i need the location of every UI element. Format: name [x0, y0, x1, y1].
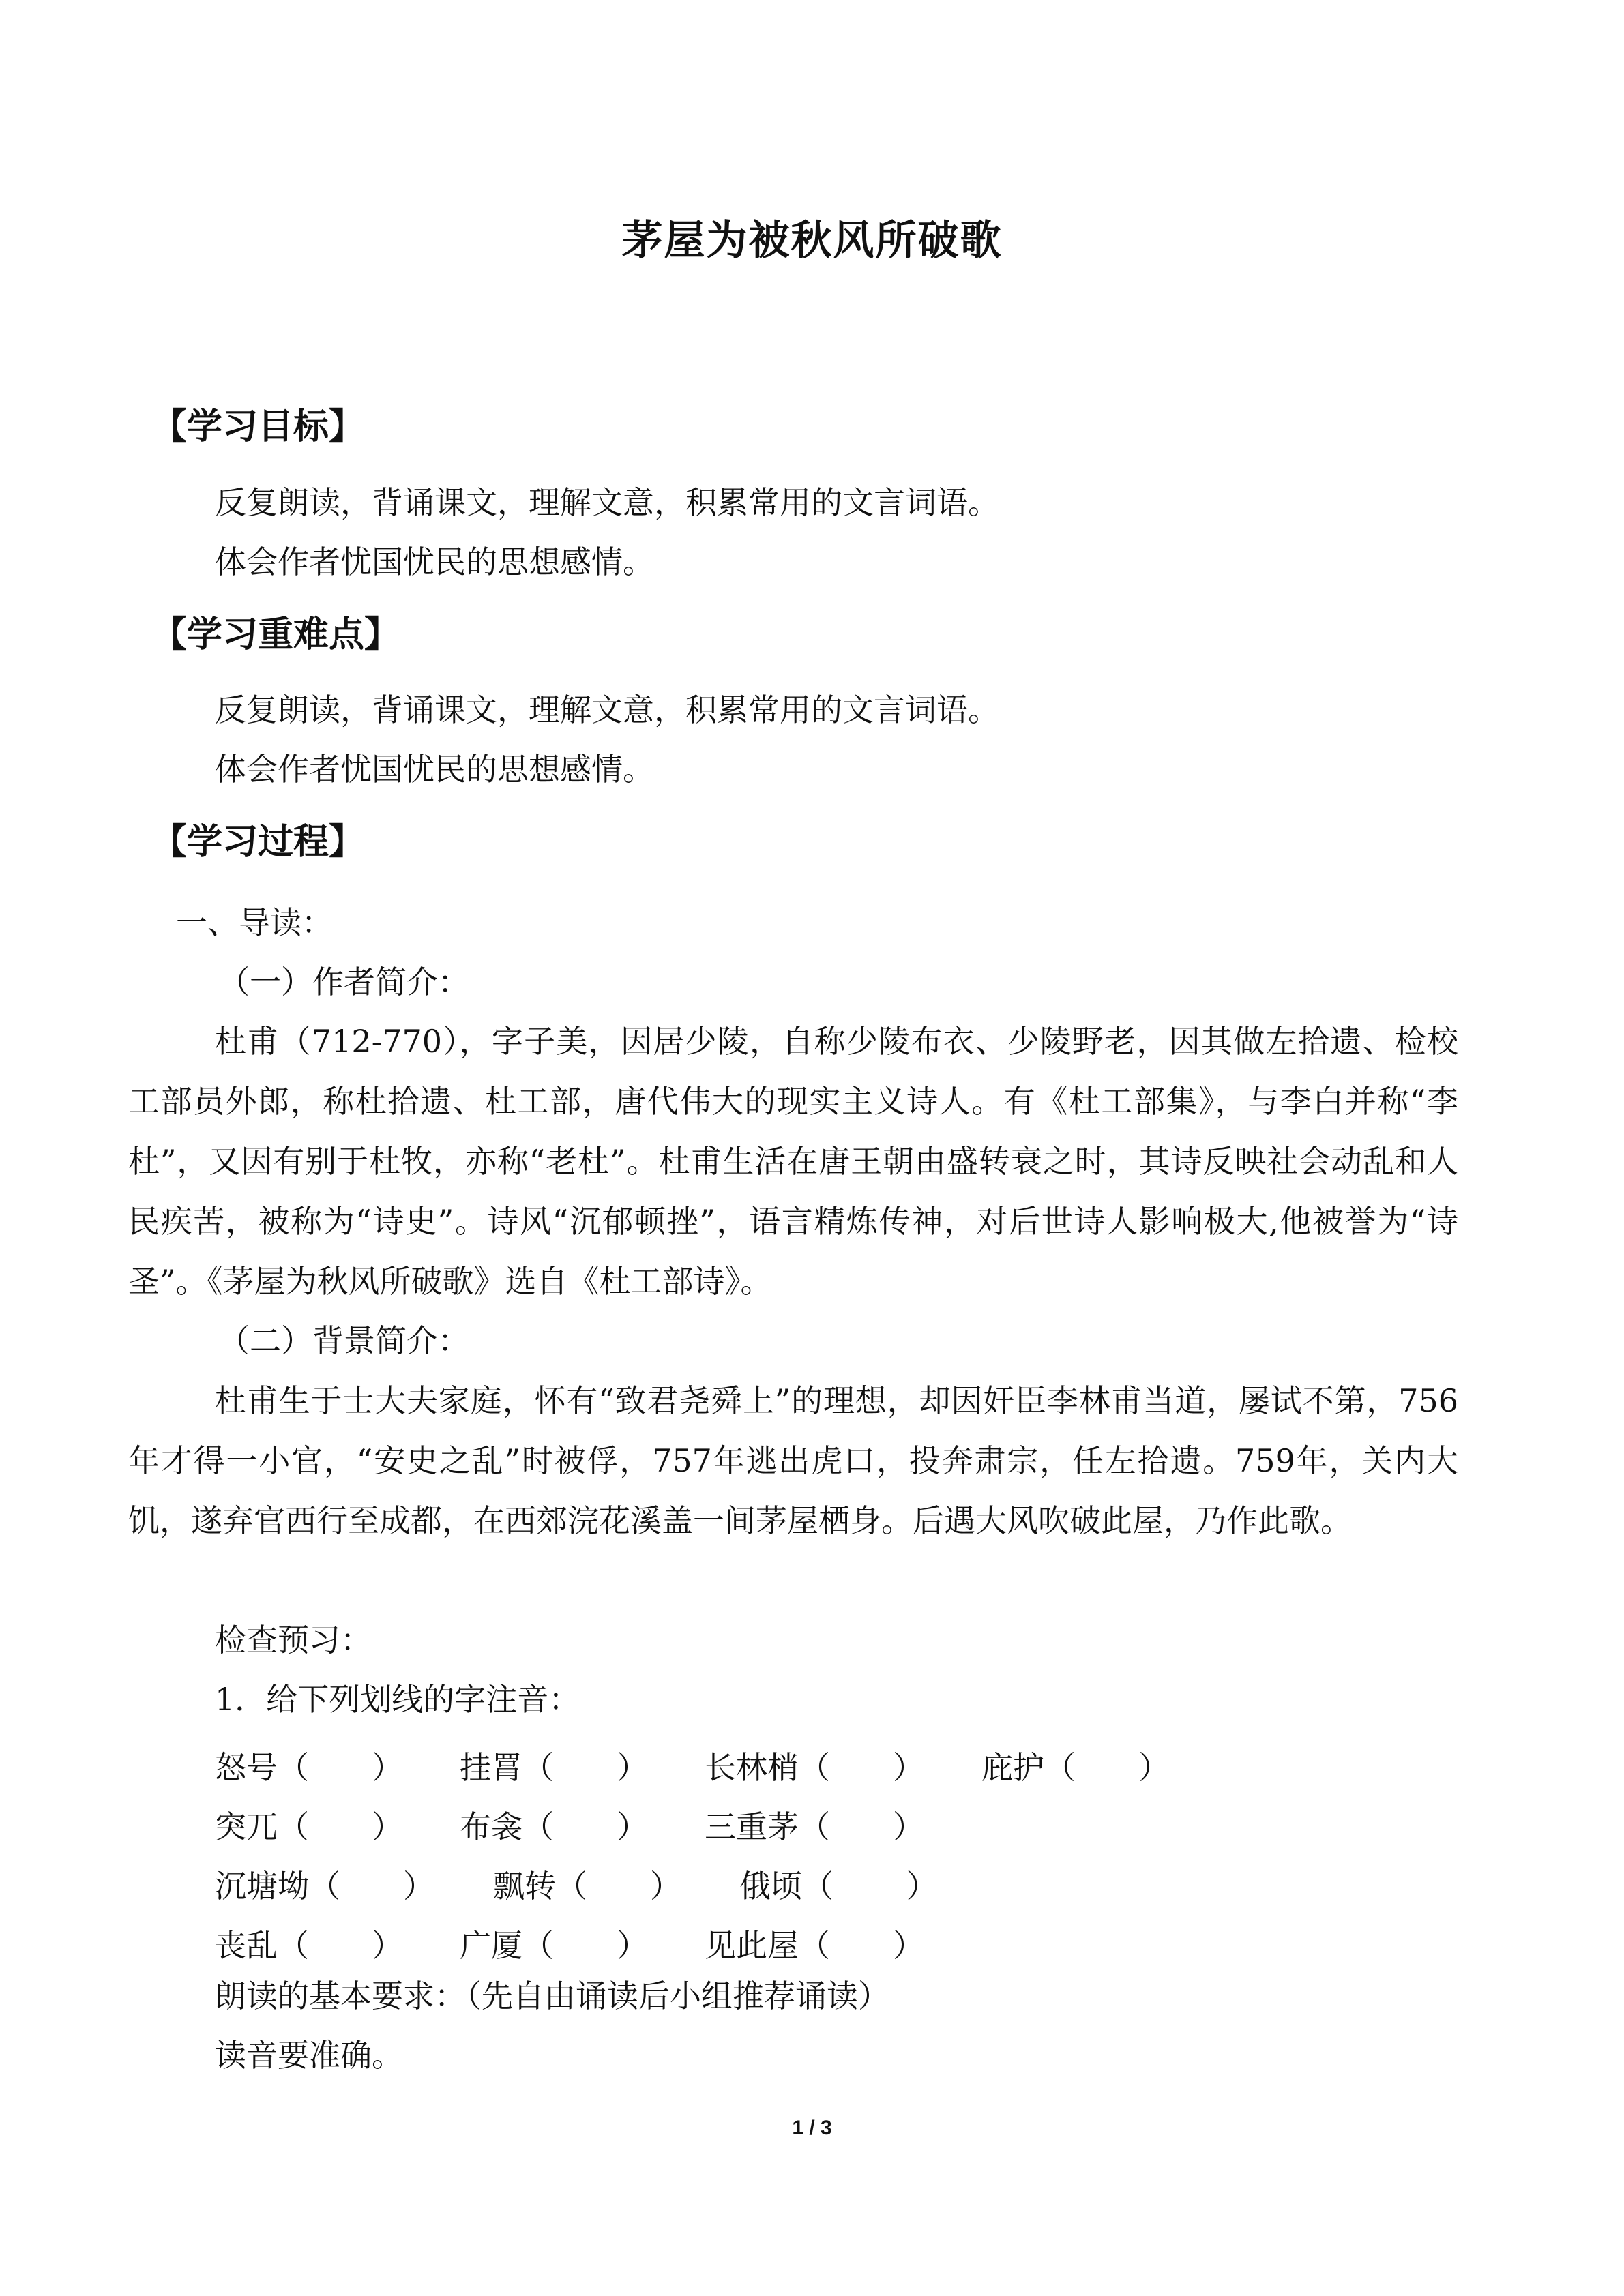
pinyin-item: 长林梢（ ） — [705, 1749, 924, 1786]
pinyin-item: 见此屋（ ） — [705, 1927, 924, 1964]
page-number: 1 / 3 — [792, 2117, 832, 2139]
pinyin-item: 丧乱（ ） — [215, 1927, 403, 1964]
preview-check-label: 检查预习： — [215, 1622, 372, 1658]
pinyin-item: 三重茅（ ） — [705, 1808, 924, 1845]
section-heading-key-points: 【学习重难点】 — [151, 614, 400, 655]
goal-item-2: 体会作者忧国忧民的思想感情。 — [215, 543, 654, 580]
key-point-item-1: 反复朗读，背诵课文，理解文意，积累常用的文言词语。 — [215, 691, 999, 728]
pinyin-item: 怒号（ ） — [215, 1749, 403, 1786]
pinyin-item: 挂罥（ ） — [460, 1749, 648, 1786]
page-title: 茅屋为被秋风所破歌 — [621, 217, 1003, 265]
subheading-author-intro: （一）作者简介： — [218, 964, 469, 1000]
key-point-item-2: 体会作者忧国忧民的思想感情。 — [215, 751, 654, 788]
pinyin-item: 俄顷（ ） — [739, 1868, 938, 1905]
pinyin-item: 布衾（ ） — [460, 1808, 648, 1845]
section-heading-process: 【学习过程】 — [151, 821, 365, 863]
reading-requirement-1: 读音要准确。 — [215, 2037, 403, 2074]
author-intro-paragraph: 杜甫（712-770），字子美，因居少陵，自称少陵布衣、少陵野老，因其做左拾遗、检校工部员外郎，称杜拾遗、杜工部，唐代伟大的现实主义诗人。有《杜工部集》，与李白并称“李杜”，又因有别于杜牧，亦称“老杜”。杜甫生活在唐王朝由盛转衰之时，其诗反映社会动乱和人民疾苦，被称为“诗史”。诗风“沉郁顿挫”，语言精炼传神，对后世诗人影响极大,他被誉为“诗圣”。《茅屋为秋风所破歌》选自《杜工部诗》。 — [128, 1023, 1458, 1300]
pinyin-item: 庇护（ ） — [981, 1749, 1170, 1786]
part-one-heading: 一、导读： — [176, 904, 333, 941]
pinyin-item: 飘转（ ） — [493, 1868, 681, 1905]
goal-item-1: 反复朗读，背诵课文，理解文意，积累常用的文言词语。 — [215, 484, 999, 521]
reading-requirements: 朗读的基本要求：（先自由诵读后小组推荐诵读） — [215, 1978, 889, 2014]
pinyin-item: 突兀（ ） — [215, 1808, 403, 1845]
section-heading-goals: 【学习目标】 — [151, 406, 365, 447]
pinyin-item: 沉塘坳（ ） — [215, 1868, 434, 1905]
subheading-background-intro: （二）背景简介： — [218, 1322, 469, 1359]
pinyin-item: 广厦（ ） — [460, 1927, 648, 1964]
background-paragraph: 杜甫生于士大夫家庭，怀有“致君尧舜上”的理想，却因奸臣李林甫当道，屡试不第，756年才得一小官，“安史之乱”时被俘，757年逃出虎口，投奔肃宗，任左拾遗。759年，关内大饥，遂弃官西行至成都，在西郊浣花溪盖一间茅屋栖身。后遇大风吹破此屋，乃作此歌。 — [128, 1382, 1458, 1539]
question-1: 1．给下列划线的字注音： — [215, 1681, 580, 1718]
